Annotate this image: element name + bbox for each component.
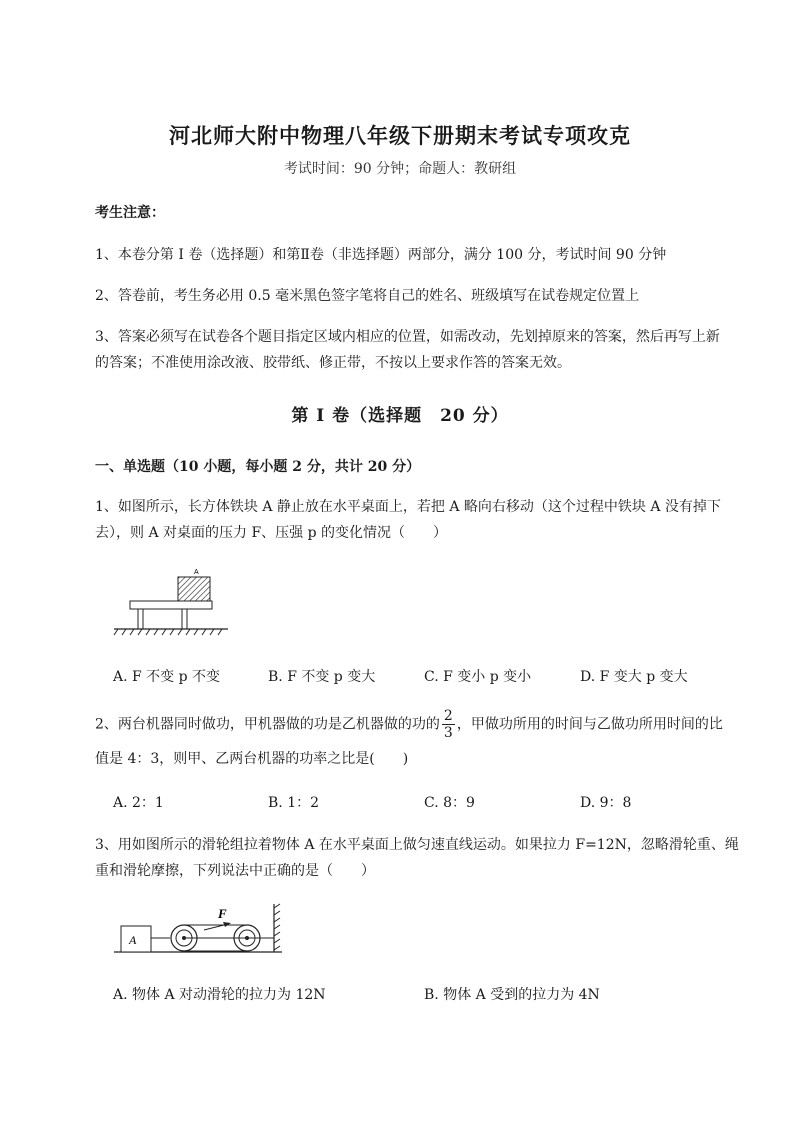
notice-item-3-line-1: 3、答案必须写在试卷各个题目指定区域内相应的位置，如需改动，先划掉原来的答案，然后再写上新	[95, 329, 720, 345]
q2-option-b[interactable]: B. 1：2	[268, 795, 320, 811]
q3-pulley-figure	[112, 900, 287, 960]
exam-subtitle: 考试时间：90 分钟；命题人：教研组	[283, 161, 517, 177]
q1-text-line-1: 1、如图所示，长方体铁块 A 静止放在水平桌面上，若把 A 略向右移动（这个过程中铁块 A 没有掉下	[95, 499, 721, 515]
q1-option-b[interactable]: B. F 不变 p 变大	[268, 669, 376, 685]
q1-table-leg-right	[182, 609, 187, 629]
q1-table-block-figure	[112, 565, 232, 640]
q2-text-line-1	[95, 708, 723, 741]
q2-option-c[interactable]: C. 8：9	[424, 795, 475, 811]
q1-option-c[interactable]: C. F 变小 p 变小	[424, 669, 532, 685]
q3-rope-lines	[184, 924, 274, 951]
q3-option-a[interactable]: A. 物体 A 对动滑轮的拉力为 12N	[113, 987, 326, 1003]
q3-text-line-1: 3、用如图所示的滑轮组拉着物体 A 在水平桌面上做匀速直线运动。如果拉力 F=12N，忽略滑轮重、绳	[95, 837, 739, 853]
q3-wall-hatch	[274, 904, 280, 950]
q1-table-leg-left	[138, 609, 143, 629]
notice-item-3-line-2: 的答案；不准使用涂改液、胶带纸、修正带，不按以上要求作答的答案无效。	[95, 355, 571, 371]
notice-item-1: 1、本卷分第 I 卷（选择题）和第Ⅱ卷（非选择题）两部分，满分 100 分，考试时间 90 分钟	[95, 247, 667, 263]
q3-block-label: A	[129, 933, 137, 947]
q2-text-line-2: 值是 4：3，则甲、乙两台机器的功率之比是( )	[95, 751, 409, 767]
q2-text-after-fraction: ，甲做功所用的时间与乙做功所用时间的比	[456, 716, 723, 733]
q1-table-top	[130, 601, 212, 609]
q3-option-b[interactable]: B. 物体 A 受到的拉力为 4N	[424, 987, 600, 1003]
q1-block-label: A	[194, 569, 199, 576]
part-heading: 一、单选题（10 小题，每小题 2 分，共计 20 分）	[95, 459, 421, 475]
q2-option-d[interactable]: D. 9：8	[580, 795, 632, 811]
q1-iron-block	[178, 577, 210, 601]
q1-text-line-2: 去），则 A 对桌面的压力 F、压强 p 的变化情况（ ）	[95, 525, 448, 541]
q2-fraction-denominator: 3	[443, 725, 453, 741]
q2-fraction	[442, 708, 455, 741]
notice-item-2: 2、答卷前，考生务必用 0.5 毫米黑色签字笔将自己的姓名、班级填写在试卷规定位置上	[95, 288, 640, 304]
q2-option-a[interactable]: A. 2：1	[113, 795, 164, 811]
notice-heading: 考生注意：	[95, 205, 165, 221]
q2-fraction-numerator: 2	[443, 708, 453, 724]
section-title: 第 I 卷（选择题 20 分）	[291, 406, 509, 426]
q1-ground-hatch	[114, 629, 222, 635]
q3-force-label: F	[218, 906, 227, 921]
q3-text-line-2: 重和滑轮摩擦，下列说法中正确的是（ ）	[95, 863, 375, 879]
q1-option-d[interactable]: D. F 变大 p 变大	[580, 669, 688, 685]
exam-title: 河北师大附中物理八年级下册期末考试专项攻克	[169, 123, 631, 148]
q2-text-before-fraction: 2、两台机器同时做功，甲机器做的功是乙机器做的功的	[95, 716, 440, 733]
q1-option-a[interactable]: A. F 不变 p 不变	[113, 669, 221, 685]
